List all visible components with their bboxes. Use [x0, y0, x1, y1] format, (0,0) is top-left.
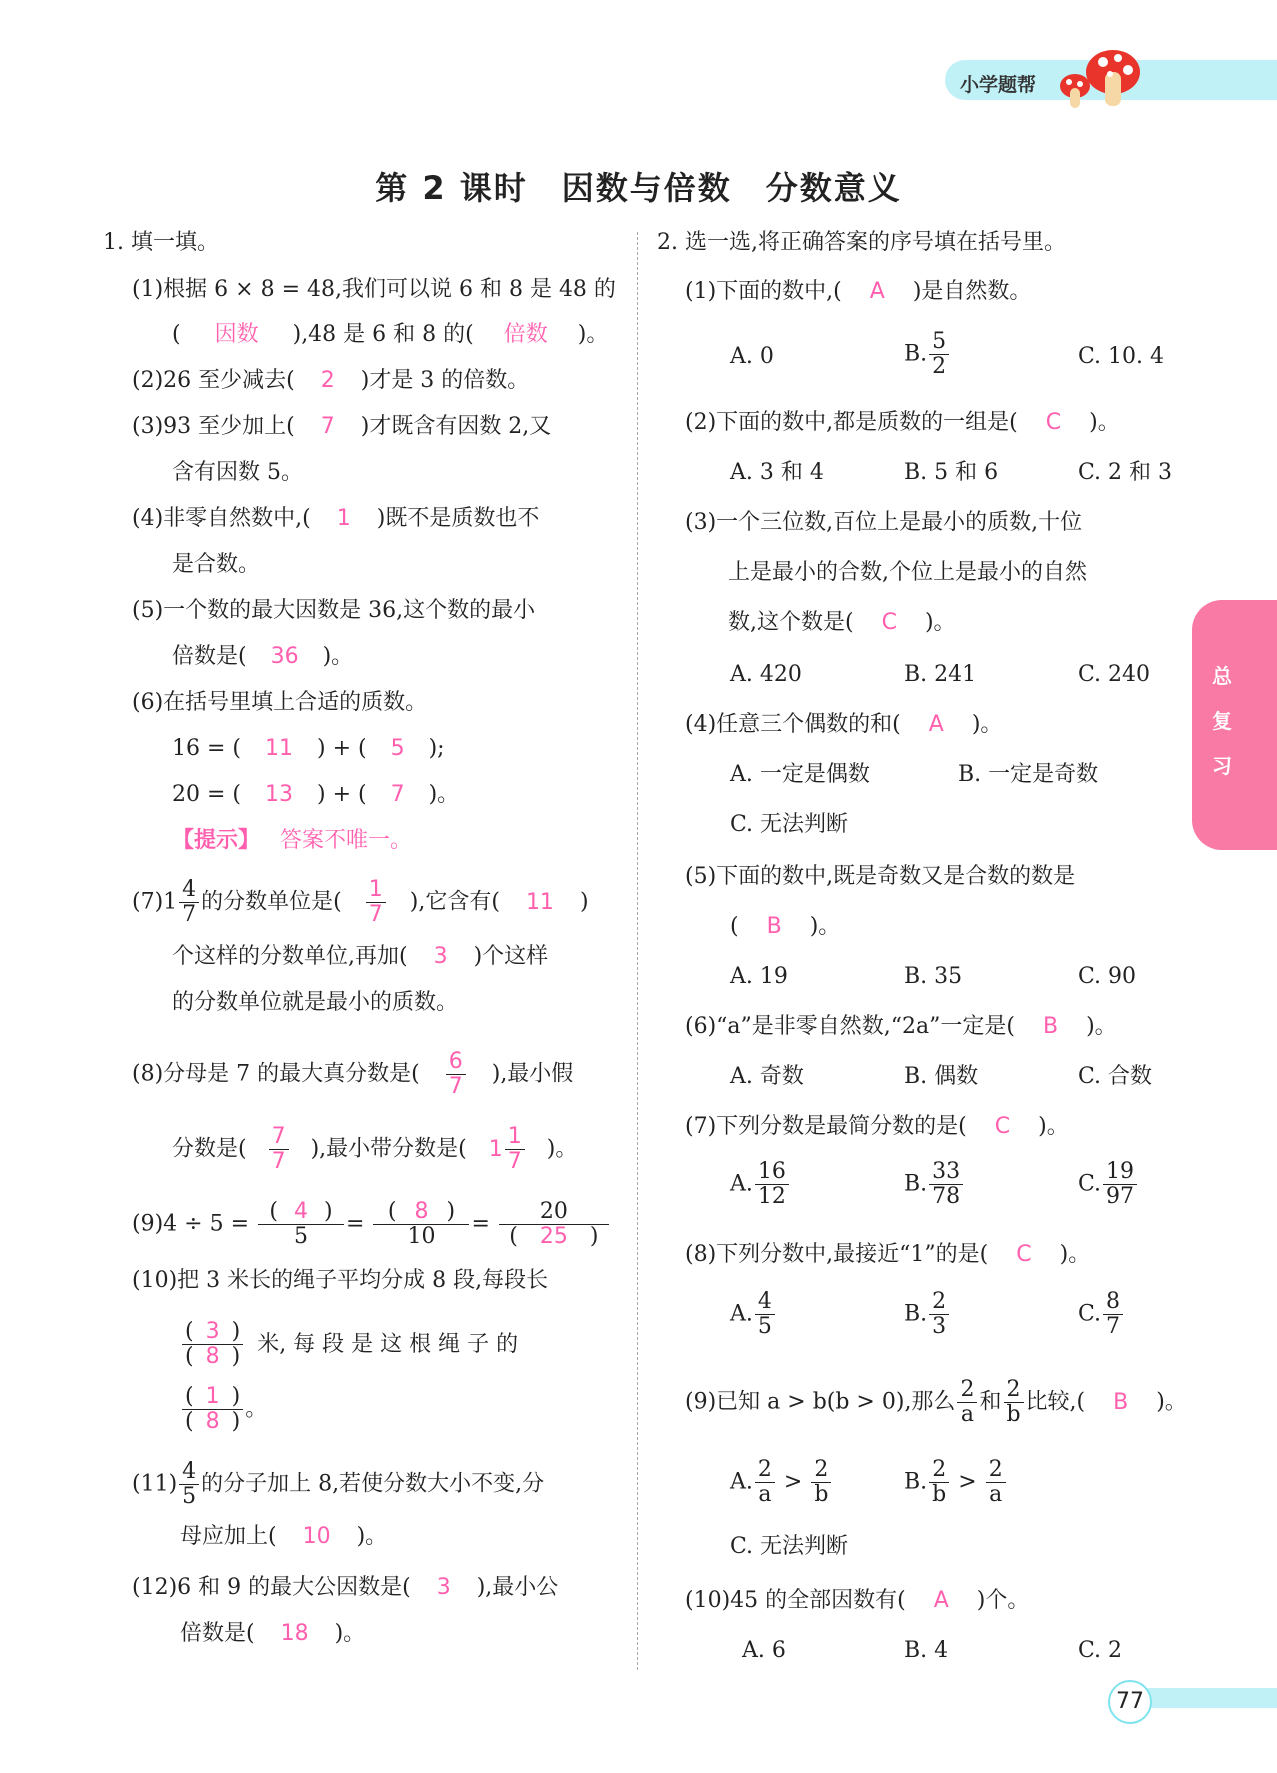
- q6-line3: 20 = ( 13 ) + ( 7 )。: [172, 782, 460, 807]
- answer: C: [1016, 1242, 1032, 1267]
- r10-option-b: B. 4: [904, 1638, 949, 1663]
- fraction: $\frac{2}{b}$: [811, 1458, 831, 1507]
- q1-line1: (1)根据 6 × 8 = 48,我们可以说 6 和 8 是 48 的: [132, 277, 616, 302]
- q3-line2: 含有因数 5。: [172, 460, 303, 485]
- q7-line1: (7)1 $\frac{4}{7}$ 的分数单位是( $\frac{1}{7}$ ),它含有( 11 ): [132, 877, 589, 927]
- q8-line2: 分数是( $\frac{7}{7}$ ),最小带分数是( 1 $\frac{1}{7}$ )。: [172, 1124, 578, 1174]
- q4-line1: (4)非零自然数中,( 1 )既不是质数也不: [132, 506, 540, 531]
- r4: (4)任意三个偶数的和( A )。: [685, 712, 1003, 737]
- answer: 4: [294, 1199, 309, 1224]
- fraction: $\frac{4}{5}$: [179, 1460, 199, 1509]
- answer: 3: [433, 944, 448, 969]
- page-number-band: [1140, 1688, 1277, 1708]
- hint-label: 【提示】: [172, 828, 261, 853]
- q12-line1: (12)6 和 9 的最大公因数是( 3 ),最小公: [132, 1575, 559, 1600]
- r1-option-b: B. $\frac{5}{2}$: [904, 330, 951, 379]
- q10-line3: $\frac{( 1 )}{( 8 )}$ 。: [180, 1385, 267, 1434]
- r7: (7)下列分数是最简分数的是( C )。: [685, 1114, 1069, 1139]
- fraction: $\frac{16}{12}$: [755, 1160, 789, 1209]
- q12-line2: 倍数是( 18 )。: [180, 1621, 366, 1646]
- r10-option-c: C. 2: [1078, 1638, 1123, 1663]
- answer: 2: [320, 368, 335, 393]
- q6-line1: (6)在括号里填上合适的质数。: [132, 690, 428, 715]
- q6-line2: 16 = ( 11 ) + ( 5 );: [172, 736, 445, 761]
- r4-option-b: B. 一定是奇数: [958, 762, 1099, 787]
- answer: 8: [414, 1199, 429, 1224]
- r2: (2)下面的数中,都是质数的一组是( C )。: [685, 410, 1120, 435]
- q7-line2: 个这样的分数单位,再加( 3 )个这样: [172, 944, 549, 969]
- answer: C: [1045, 410, 1062, 435]
- r10: (10)45 的全部因数有( A )个。: [685, 1588, 1030, 1613]
- fraction: $\frac{8}{7}$: [1103, 1290, 1123, 1339]
- r7-option-b: B. $\frac{33}{78}$: [904, 1160, 965, 1209]
- r2-option-b: B. 5 和 6: [904, 460, 999, 485]
- answer: 3: [436, 1575, 451, 1600]
- fraction: $\frac{4}{7}$: [179, 878, 199, 927]
- r8-option-c: C. $\frac{8}{7}$: [1078, 1290, 1125, 1339]
- header-brand: 小学题帮: [960, 74, 1037, 96]
- fraction: $\frac{2}{a}$: [986, 1458, 1006, 1507]
- fraction: $\frac{2}{b}$: [929, 1458, 949, 1507]
- side-tab-review: [1192, 600, 1277, 850]
- r5-line2: ( B )。: [730, 914, 841, 939]
- fraction: $\frac{2}{b}$: [1003, 1378, 1023, 1427]
- r8-option-a: A. $\frac{4}{5}$: [730, 1290, 777, 1339]
- r6-option-c: C. 合数: [1078, 1064, 1153, 1089]
- hint: [172, 826, 412, 856]
- r8: (8)下列分数中,最接近“1”的是( C )。: [685, 1242, 1091, 1267]
- answer-fraction: $\frac{1}{7}$: [366, 878, 386, 927]
- r9-option-a: A. $\frac{2}{a}$ > $\frac{2}{b}$: [730, 1458, 833, 1507]
- r1-option-a: A. 0: [730, 344, 774, 369]
- q11-line2: 母应加上( 10 )。: [180, 1524, 388, 1549]
- answer: C: [881, 610, 897, 635]
- fraction: $\frac{( 4 )}{5}$: [258, 1200, 344, 1249]
- r7-option-c: C. $\frac{19}{97}$: [1078, 1160, 1139, 1209]
- answer: 3: [205, 1319, 220, 1344]
- answer: A: [869, 279, 885, 304]
- r3-line3: 数,这个数是( C )。: [728, 610, 956, 635]
- r3-option-a: A. 420: [730, 662, 802, 687]
- answer: A: [928, 712, 944, 737]
- page-number: 77: [1108, 1680, 1152, 1724]
- r5-option-a: A. 19: [730, 964, 788, 989]
- q4-line2: 是合数。: [172, 552, 261, 577]
- page-title: 第 2 课时 因数与倍数 分数意义: [375, 169, 902, 207]
- r10-option-a: A. 6: [742, 1638, 786, 1663]
- fraction: $\frac{2}{a}$: [957, 1378, 977, 1427]
- r5-option-b: B. 35: [904, 964, 963, 989]
- answer: 因数: [214, 322, 259, 347]
- answer: 8: [205, 1344, 220, 1369]
- answer: B: [1113, 1389, 1129, 1415]
- q10-line1: (10)把 3 米长的绳子平均分成 8 段,每段长: [132, 1268, 549, 1293]
- q11-line1: (11) $\frac{4}{5}$ 的分子加上 8,若使分数大小不变,分: [132, 1459, 545, 1509]
- answer: 7: [320, 414, 335, 439]
- fraction: $\frac{( 3 )}{( 8 )}$: [182, 1320, 243, 1369]
- answer: 5: [390, 736, 405, 761]
- r3-line1: (3)一个三位数,百位上是最小的质数,十位: [685, 510, 1083, 535]
- r5-line1: (5)下面的数中,既是奇数又是合数的数是: [685, 864, 1076, 889]
- fraction: $\frac{5}{2}$: [929, 330, 949, 379]
- q7-line3: 的分数单位就是最小的质数。: [172, 990, 459, 1015]
- q5-line1: (5)一个数的最大因数是 36,这个数的最小: [132, 598, 536, 623]
- q8-line1: (8)分母是 7 的最大真分数是( $\frac{6}{7}$ ),最小假: [132, 1049, 574, 1099]
- fraction: $\frac{2}{a}$: [755, 1458, 775, 1507]
- answer: 8: [205, 1409, 220, 1434]
- answer: 1: [205, 1384, 220, 1409]
- answer: 25: [539, 1224, 568, 1249]
- answer: 11: [265, 736, 293, 761]
- answer-fraction: $\frac{6}{7}$: [446, 1050, 466, 1099]
- column-divider: [637, 232, 638, 1670]
- r5-option-c: C. 90: [1078, 964, 1137, 989]
- r3-option-b: B. 241: [904, 662, 977, 687]
- side-tab-char: 复: [1212, 709, 1232, 733]
- side-tab-char: 总: [1212, 664, 1232, 688]
- r1-option-c: C. 10. 4: [1078, 344, 1165, 369]
- fraction: $\frac{( 8 )}{10}$: [373, 1200, 469, 1249]
- r7-option-a: A. $\frac{16}{12}$: [730, 1160, 791, 1209]
- mushroom-logo-icon: [1055, 44, 1145, 118]
- r3-line2: 上是最小的合数,个位上是最小的自然: [728, 560, 1087, 585]
- r6: (6)“a”是非零自然数,“2a”一定是( B )。: [685, 1014, 1117, 1039]
- answer-fraction: $\frac{1}{7}$: [505, 1125, 525, 1174]
- fraction: $\frac{2}{3}$: [929, 1290, 949, 1339]
- answer: B: [766, 914, 782, 939]
- answer: 倍数: [503, 322, 548, 347]
- hint-text: 答案不唯一。: [280, 828, 413, 853]
- r9-option-b: B. $\frac{2}{b}$ > $\frac{2}{a}$: [904, 1458, 1008, 1507]
- r2-option-a: A. 3 和 4: [730, 460, 824, 485]
- answer: 7: [390, 782, 405, 807]
- fraction: $\frac{( 1 )}{( 8 )}$: [182, 1385, 243, 1434]
- answer: C: [994, 1114, 1011, 1139]
- fraction: $\frac{4}{5}$: [755, 1290, 775, 1339]
- answer: 1: [336, 506, 351, 531]
- q10-line2: $\frac{( 3 )}{( 8 )}$ 米, 每 段 是 这 根 绳 子 的: [180, 1320, 518, 1369]
- r6-option-a: A. 奇数: [730, 1064, 804, 1089]
- r9: (9)已知 a > b(b > 0),那么 $\frac{2}{a}$ 和 $\frac{2}{b}$ 比较,( B )。: [685, 1377, 1187, 1427]
- q9: (9)4 ÷ 5 = $\frac{( 4 )}{5}$ = $\frac{( 8 )}{10}$ = $\frac{20}{( 25 )}$: [132, 1200, 611, 1249]
- q1-line2: ( 因数 ),48 是 6 和 8 的( 倍数 )。: [172, 322, 609, 347]
- fraction: $\frac{19}{97}$: [1103, 1160, 1137, 1209]
- r4-option-c: C. 无法判断: [730, 812, 849, 837]
- answer-fraction: $\frac{7}{7}$: [269, 1125, 289, 1174]
- r4-option-a: A. 一定是偶数: [730, 762, 870, 787]
- r1: (1)下面的数中,( A )是自然数。: [685, 279, 1032, 304]
- answer: B: [1042, 1014, 1059, 1039]
- answer: 36: [270, 644, 299, 669]
- answer: 13: [265, 782, 293, 807]
- section-1-heading: 1. 填一填。: [103, 230, 219, 255]
- r9-option-c: C. 无法判断: [730, 1534, 849, 1559]
- r6-option-b: B. 偶数: [904, 1064, 979, 1089]
- q3-line1: (3)93 至少加上( 7 )才既含有因数 2,又: [132, 414, 552, 439]
- answer: 18: [280, 1621, 309, 1646]
- answer: 10: [302, 1524, 331, 1549]
- q2: (2)26 至少减去( 2 )才是 3 的倍数。: [132, 368, 530, 393]
- fraction: $\frac{33}{78}$: [929, 1160, 963, 1209]
- side-tab-char: 习: [1212, 754, 1232, 778]
- answer: A: [933, 1588, 949, 1613]
- r2-option-c: C. 2 和 3: [1078, 460, 1173, 485]
- r3-option-c: C. 240: [1078, 662, 1151, 687]
- fraction: $\frac{20}{( 25 )}$: [499, 1200, 609, 1249]
- answer: 11: [525, 889, 554, 915]
- q5-line2: 倍数是( 36 )。: [172, 644, 354, 669]
- section-2-heading: 2. 选一选,将正确答案的序号填在括号里。: [657, 230, 1066, 255]
- answer: 1: [488, 1136, 503, 1162]
- r8-option-b: B. $\frac{2}{3}$: [904, 1290, 951, 1339]
